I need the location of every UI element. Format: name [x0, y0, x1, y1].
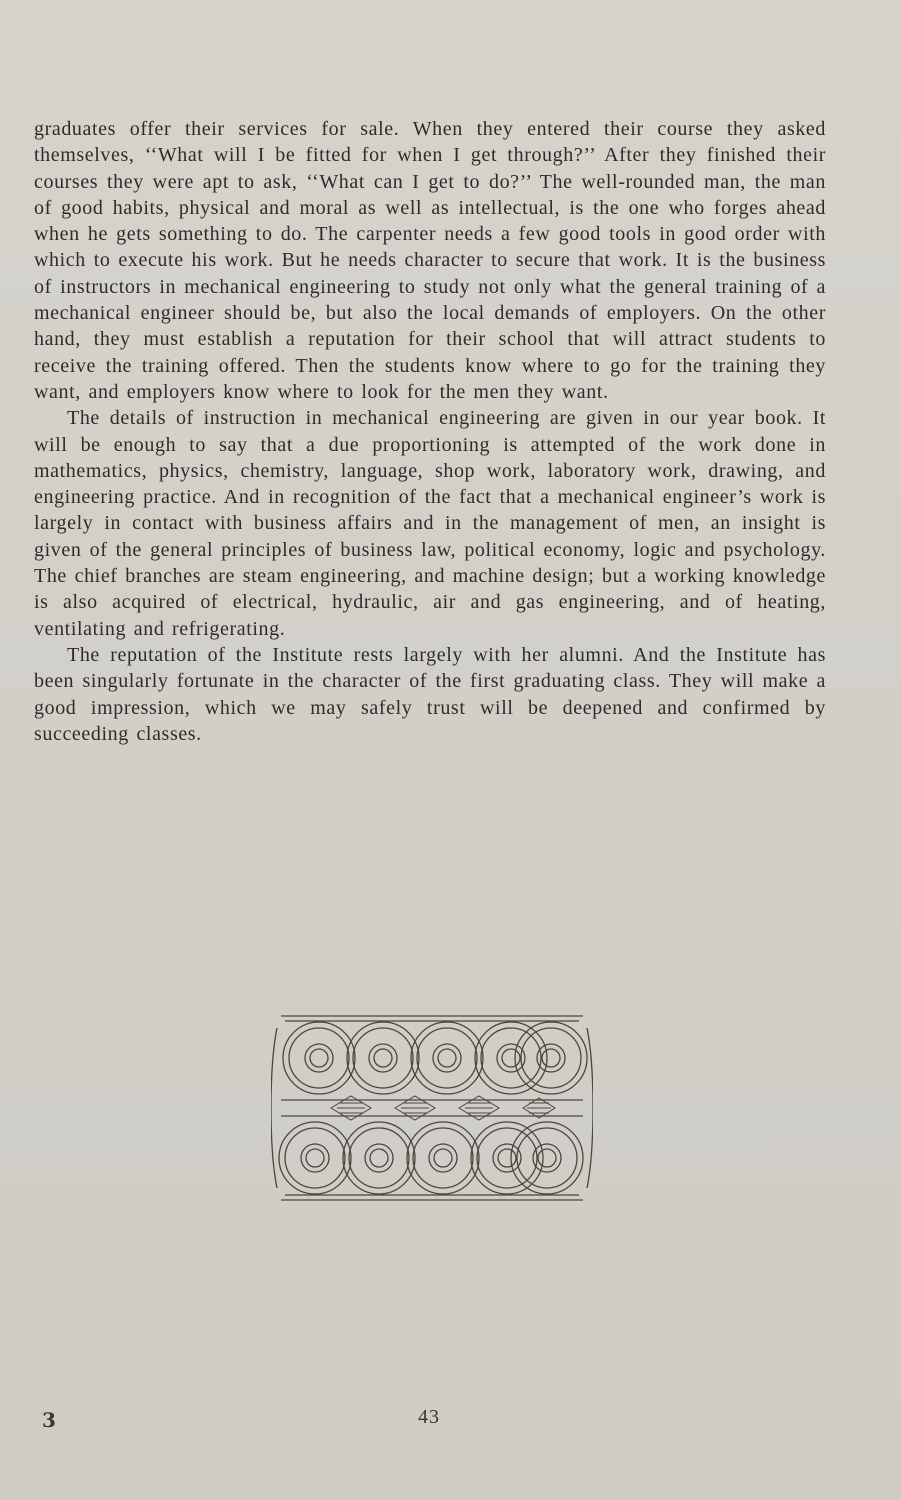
page-number: 43: [418, 1406, 440, 1428]
body-text: [34, 116, 826, 747]
signature-mark: 3: [42, 1408, 56, 1432]
paragraph-3: The reputation of the Institute rests largely with her alumni. And the Institute has been singularly fortunate in the character of the first graduating class. They will make a good impression, which we may safely trust will be deepened and confirmed by succeeding classes.: [34, 643, 826, 745]
paragraph-1: graduates offer their services for sale. When they entered their course they asked themselves, ‘‘What will I be fitted for when I get through?’’ After they finished their courses they were apt to ask, ‘‘What can I get to do?’’ The well-rounded man, the man of good habits, physical and moral as well as intellectual, is the one who forges ahead when he gets something to do. The carpenter needs a few good tools in good order with which to execute his work. But he needs character to secure that work. It is the business of instructors in mechanical engineering to study not only what the general training of a mechanical engineer should be, but also the local demands of employers. On the other hand, they must establish a reputation for their school that will attract students to receive the training offered. Then the students know where to go for the training they want, and employers know where to look for the men they want.: [34, 118, 826, 403]
interlaced-scroll-ornament-icon: [271, 1008, 593, 1208]
paragraph-2: The details of instruction in mechanical engineering are given in our year book. It will be enough to say that a due proportioning is attempted of the work done in mathematics, physics, chemistry, language, shop work, laboratory work, drawing, and engineering practice. And in recognition of the fact that a mechanical engineer’s work is largely in contact with business affairs and in the management of men, an insight is given of the general principles of business law, political economy, logic and psychology. The chief branches are steam engineering, and machine design; but a working knowledge is also acquired of electrical, hydraulic, air and gas engineering, and of heating, ventilating and refrigerating.: [34, 407, 826, 640]
